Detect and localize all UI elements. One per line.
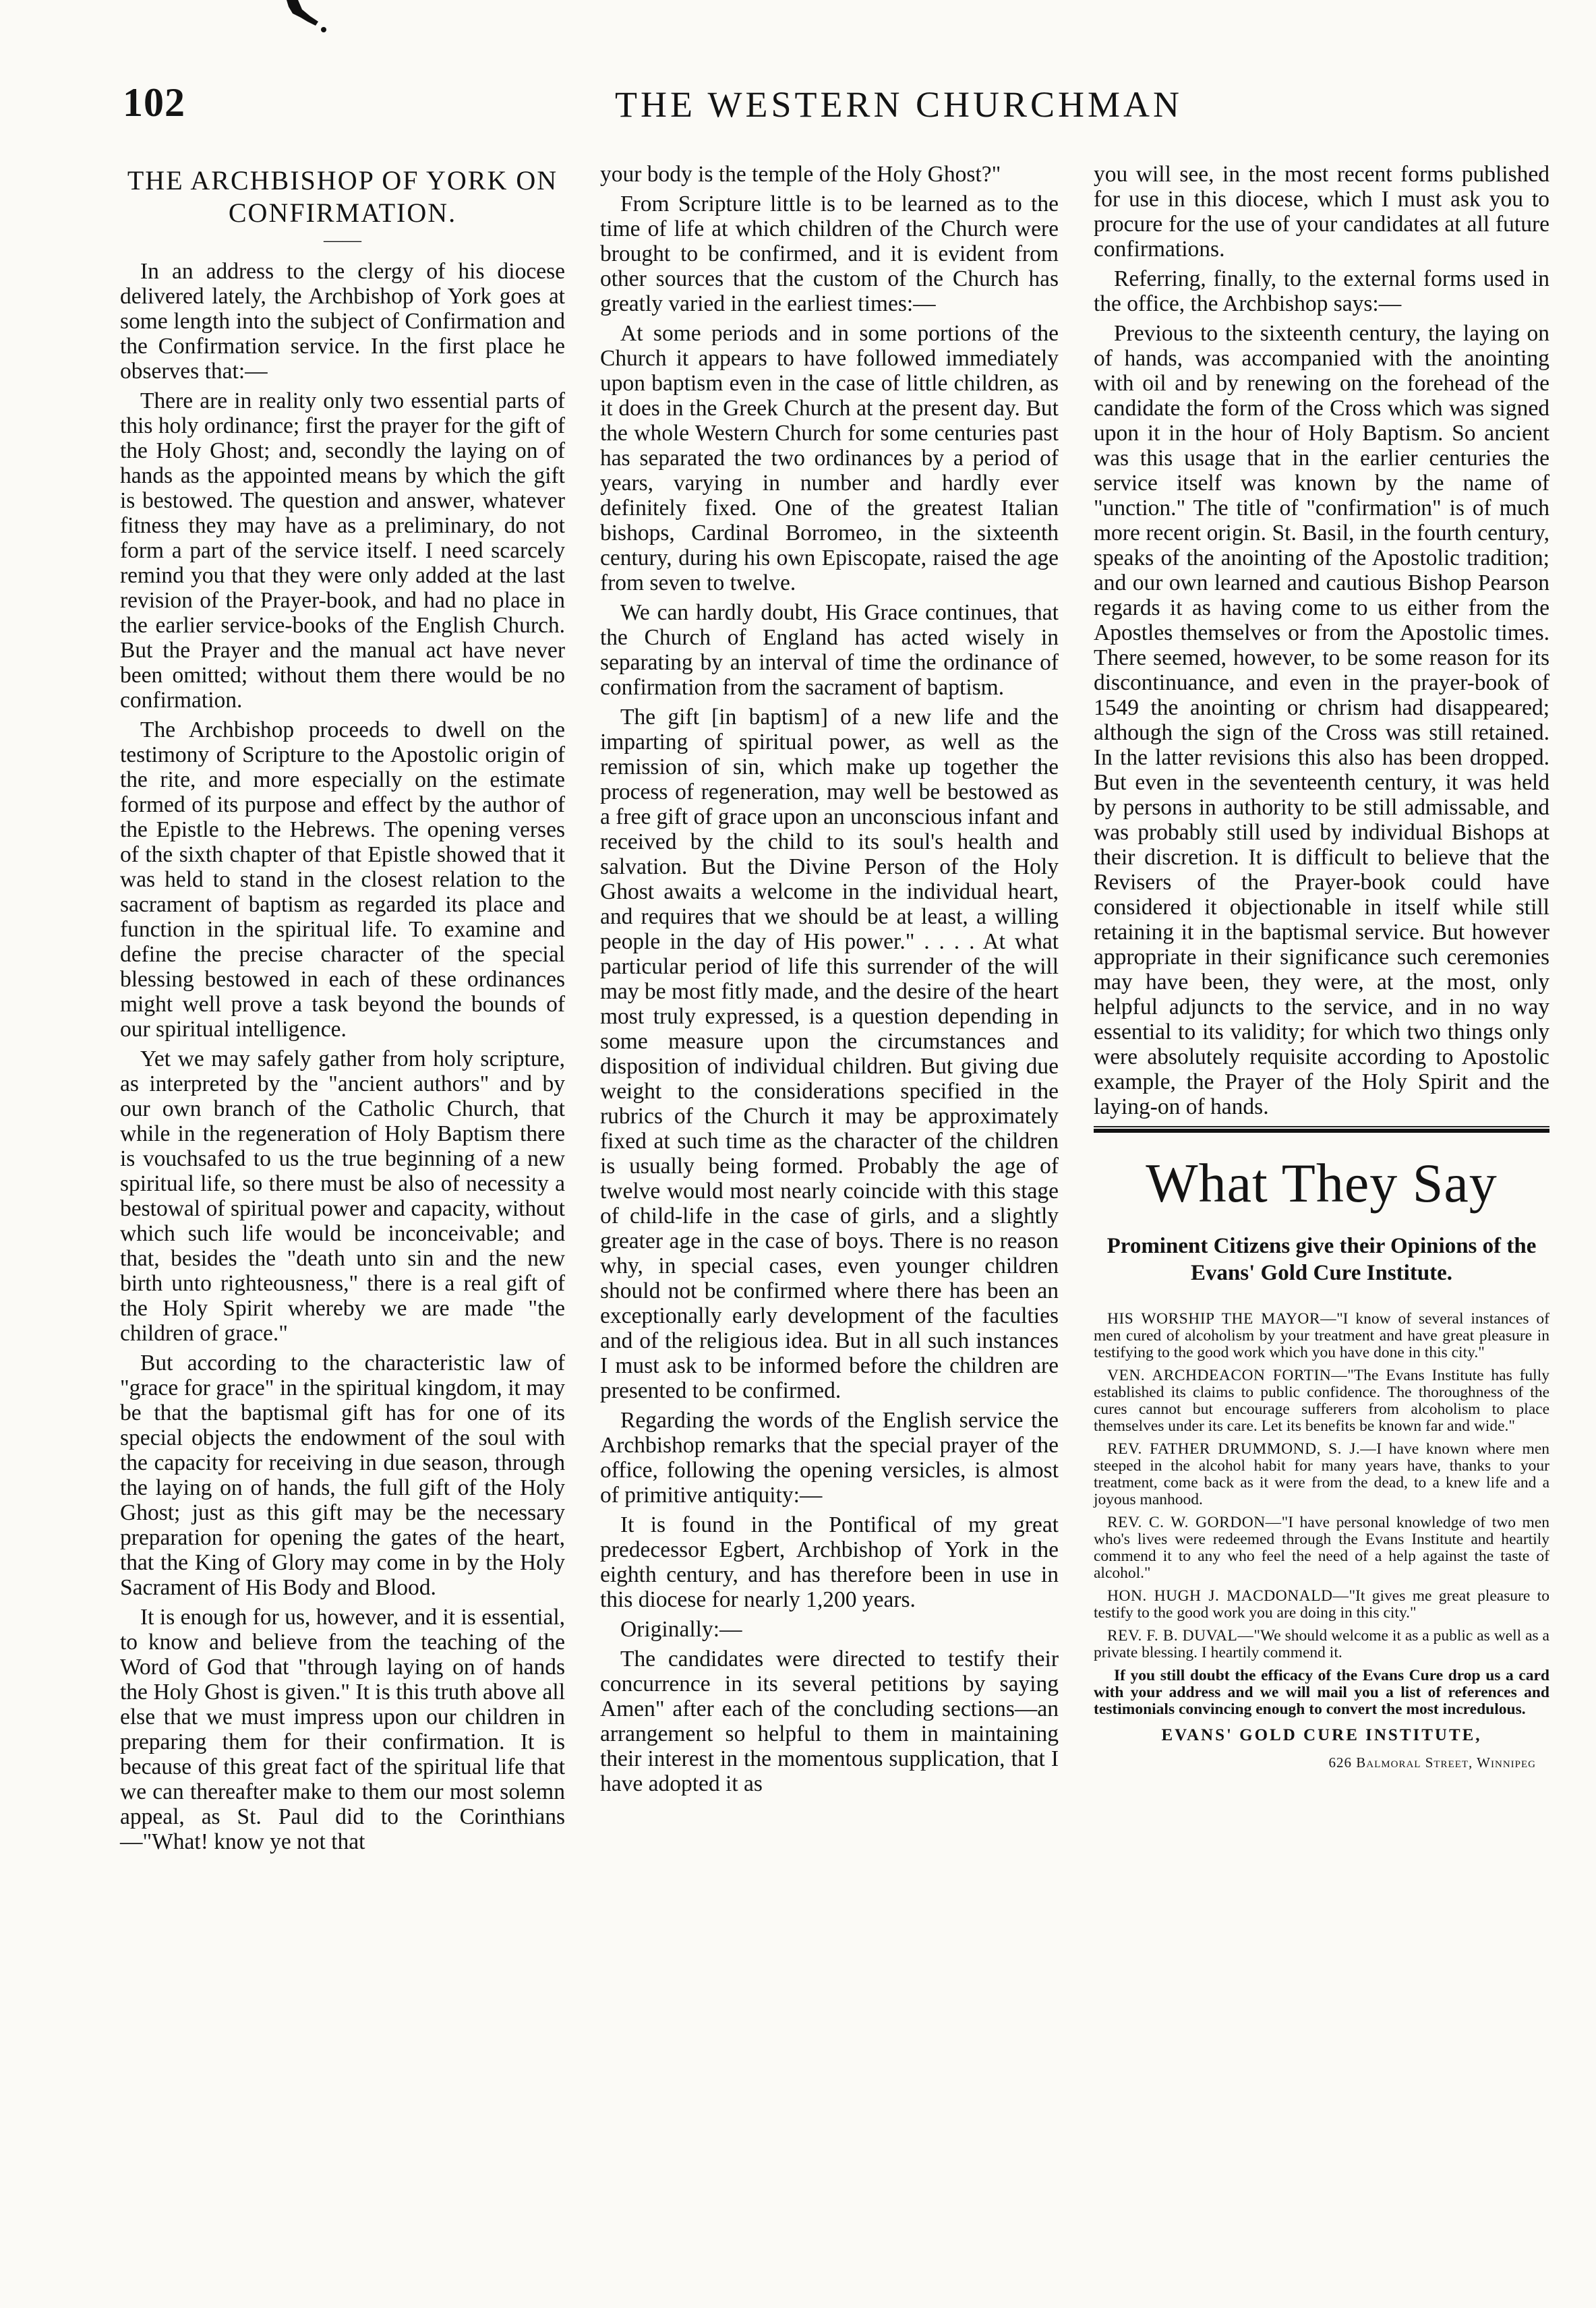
testimonial-text: "The Evans Institute has fully established its claims to public confidence. The thoroughness of the cures cannot but encourage sufferers from alcoholism to place themselves under its care. Let its benefits be known far and wide." (1094, 1367, 1549, 1435)
testimonial-list (1094, 1311, 1549, 1661)
article-paragraph: The candidates were directed to testify their concurrence in its several petitions by saying Amen" after each of the concluding sections—an arrangement so helpful to them in maintaining their interest in the momentous supplication, that I have adopted it as (600, 1647, 1059, 1796)
article-headline: THE ARCHBISHOP OF YORK ON CONFIRMATION. (127, 165, 558, 228)
publication-title: THE WESTERN CHURCHMAN (615, 84, 1183, 125)
headline-dash: —— (324, 230, 361, 251)
testimonial-author: REV. FATHER DRUMMOND, S. J.— (1107, 1440, 1377, 1458)
testimonial-author: HIS WORSHIP THE MAYOR— (1107, 1310, 1337, 1328)
article-paragraph: The gift [in baptism] of a new life and the imparting of spiritual power, as well as the remission of sin, which make up together the process of regeneration, may well be bestowed as a free gift of grace upon an unconscious infant and received by the child to its soul's health and salvation. But the Divine Person of the Holy Ghost awaits a welcome in the individual heart, and requires that we should be at least, a willing people in the day of His power." . . . . At what particular period of life this surrender of the will may be most fitly made, and the desire of the heart most truly expressed, is a question depending in some measure upon the circumstances and disposition of individual children. But giving due weight to the considerations specified in the rubrics of the Church it may be approximately fixed at such time as the character of the children is usually being formed. Probably the age of twelve would most nearly coincide with this stage of child-life in the case of girls, and a slightly greater age in the case of boys. There is no reason why, in special cases, even younger children should not be confirmed where there has been an exceptionally early development of the faculties and of the religious idea. But in all such instances I must ask to be informed before the children are presented to be confirmed. (600, 705, 1059, 1403)
article-paragraph: Previous to the sixteenth century, the laying on of hands, was accompanied with the anointing with oil and by renewing on the forehead of the candidate the form of the Cross which was signed upon it in the hour of Holy Baptism. So ancient was this usage that in the earlier centuries the service itself was known by the name of "unction." The title of "confirmation" is of much more recent origin. St. Basil, in the fourth century, speaks of the anointing of the Apostolic tradition; and our own learned and cautious Bishop Pearson regards it as having come to us either from the Apostles themselves or from the Apostolic times. There seemed, however, to be some reason for its discontinuance, and even in the prayer-book of 1549 the anointing or chrism had disappeared; although the sign of the Cross was still retained. In the latter revisions this also has been dropped. But even in the seventeenth century, it was held by persons in authority to be still admissable, and was probably still used by individual Bishops at their discretion. It is difficult to believe that the Revisers of the Prayer-book could have considered it objectionable in itself while still retaining it in the baptismal service. But however appropriate in their significance such ceremonies may have been, they were, at the most, only helpful adjuncts to the service, and in no way essential to its validity; for which two things only were absolutely requisite according to Apostolic example, the Prayer of the Holy Spirit and the laying-on of hands. (1094, 321, 1549, 1119)
article-paragraph: From Scripture little is to be learned as to the time of life at which children of the Church were brought to be confirmed, and it is evident from other sources that the custom of the Church has greatly varied in the earliest times:— (600, 191, 1059, 316)
testimonial-text: "I know of several instances of men cured of alcoholism by your treatment and have great pleasure in testifying to the good work which you have done in this city." (1094, 1310, 1549, 1361)
page-number: 102 (123, 80, 185, 125)
article-paragraph: There are in reality only two essential parts of this holy ordinance; first the prayer for the gift of the Holy Ghost; and, secondly the laying on of hands as the appointed means by which the gift is bestowed. The question and answer, whatever fitness they may have as a preliminary, do not form a part of the service itself. I need scarcely remind you that they were only added at the last revision of the Prayer-book, and had no place in the earlier service-books of the English Church. But the Prayer and the manual act have never been omitted; without them there would be no confirmation. (120, 388, 565, 713)
article-column-2 (600, 162, 1059, 1801)
advertisement (1094, 1126, 1549, 1775)
article-paragraph: At some periods and in some portions of the Church it appears to have followed immediately upon baptism even in the case of little children, as it does in the Greek Church at the present day. But the whole Western Church for some centuries past has separated the two ordinances by a period of years, varying in number and hardly ever definitely fixed. One of the greatest Italian bishops, Cardinal Borromeo, in the sixteenth century, during his own Episcopate, raised the age from seven to twelve. (600, 321, 1059, 595)
testimonial (1094, 1441, 1549, 1508)
testimonial (1094, 1311, 1549, 1361)
article-paragraph: We can hardly doubt, His Grace continues, that the Church of England has acted wisely in separating by an interval of time the ordinance of confirmation from the sacrament of baptism. (600, 600, 1059, 700)
advertisement-title: What They Say (1146, 1152, 1498, 1214)
advertisement-subtitle: Prominent Citizens give their Opinions of the Evans' Gold Cure Institute. (1106, 1234, 1537, 1285)
article-paragraph: Referring, finally, to the external forms used in the office, the Archbishop says:— (1094, 266, 1549, 316)
testimonial-text: "I have personal knowledge of two men who's lives were redeemed through the Evans Institute and heartily commend it to any who feel the need of a help against the taste of alcohol." (1094, 1514, 1549, 1582)
article-column-3 (1094, 162, 1549, 1775)
advertiser-name: EVANS' GOLD CURE INSTITUTE, (1161, 1726, 1482, 1744)
ink-blot-mark (283, 0, 330, 37)
article-paragraph: Regarding the words of the English service the Archbishop remarks that the special prayer of the office, following the opening versicles, is almost of primitive antiquity:— (600, 1408, 1059, 1508)
testimonial (1094, 1588, 1549, 1622)
testimonial-author: HON. HUGH J. MACDONALD— (1107, 1587, 1349, 1605)
testimonial-author: REV. F. B. DUVAL— (1107, 1627, 1254, 1645)
testimonial-text: "It gives me great pleasure to testify to the good work you are doing in this city." (1094, 1587, 1549, 1622)
article-paragraph: you will see, in the most recent forms published for use in this diocese, which I must ask you to procure for the use of your candidates at all future confirmations. (1094, 162, 1549, 262)
article-paragraph: It is found in the Pontifical of my great predecessor Egbert, Archbishop of York in the eighth century, and has therefore been in use in this diocese for nearly 1,200 years. (600, 1512, 1059, 1612)
testimonial-author: REV. C. W. GORDON— (1107, 1514, 1282, 1531)
testimonial-text: I have known where men steeped in the alcohol habit for many years have, thanks to your treatment, come back as it were from the dead, to a knew life and a joyous manhood. (1094, 1440, 1549, 1508)
article-paragraph: Originally:— (620, 1617, 742, 1642)
article-column-1 (120, 162, 565, 1859)
article-paragraph: In an address to the clergy of his diocese delivered lately, the Archbishop of York goes at some length into the subject of Confirmation and the Confirmation service. In the first place he observes that:— (120, 259, 565, 384)
page-header (123, 80, 1183, 140)
article-paragraph: Yet we may safely gather from holy scripture, as interpreted by the "ancient authors" and by our own branch of the Catholic Church, that while in the regeneration of Holy Baptism there is vouchsafed to us the true beginning of a new spiritual life, so there must be also of necessity a bestowal of spiritual power and capacity, without which such life would be inconceivable; and that, besides the "death unto sin and the new birth unto righteousness," there is a real gift of the Holy Spirit whereby we are made "the children of grace." (120, 1046, 565, 1346)
article-paragraph: The Archbishop proceeds to dwell on the testimony of Scripture to the Apostolic origin of the rite, and more especially on the estimate formed of its purpose and effect by the author of the Epistle to the Hebrews. The opening verses of the sixth chapter of that Epistle showed that it was held to stand in the closest relation to the sacrament of baptism as regarded its place and function in the spiritual life. To examine and define the precise character of the special blessing bestowed in each of these ordinances might well prove a task beyond the bounds of our spiritual intelligence. (120, 717, 565, 1042)
testimonial (1094, 1367, 1549, 1435)
advertisement-closing: If you still doubt the efficacy of the Evans Cure drop us a card with your address and we will mail you a list of references and testimonials convincing enough to convert the most incredulous. (1094, 1667, 1549, 1718)
testimonial-text: "We should welcome it as a public as well as a private blessing. I heartily commend it. (1094, 1627, 1549, 1661)
article-paragraph: It is enough for us, however, and it is essential, to know and believe from the teaching of the Word of God that "through laying on of hands the Holy Ghost is given." It is this truth above all else that we must impress upon our children in preparing them for their confirmation. It is because of this great fact of the spiritual life that we can thereafter make to them our most solemn appeal, as St. Paul did to the Corinthians—"What! know ye not that (120, 1605, 565, 1854)
testimonial-author: VEN. ARCHDEACON FORTIN— (1107, 1367, 1348, 1384)
divider (1094, 1129, 1549, 1133)
advertiser-address: 626 Balmoral Street, Winnipeg (1328, 1754, 1536, 1771)
divider (1094, 1126, 1549, 1127)
testimonial (1094, 1514, 1549, 1582)
testimonial (1094, 1628, 1549, 1661)
article-paragraph: But according to the characteristic law of "grace for grace" in the spiritual kingdom, it may be that the baptismal gift has for one of its special objects the endowment of the soul with the capacity for receiving in due season, through the laying on of hands, the full gift of the Holy Ghost; just as this gift may be the necessary preparation for opening the gates of the heart, that the King of Glory may come in by the Holy Sacrament of His Body and Blood. (120, 1351, 565, 1600)
article-paragraph: your body is the temple of the Holy Ghost?" (600, 162, 1001, 187)
